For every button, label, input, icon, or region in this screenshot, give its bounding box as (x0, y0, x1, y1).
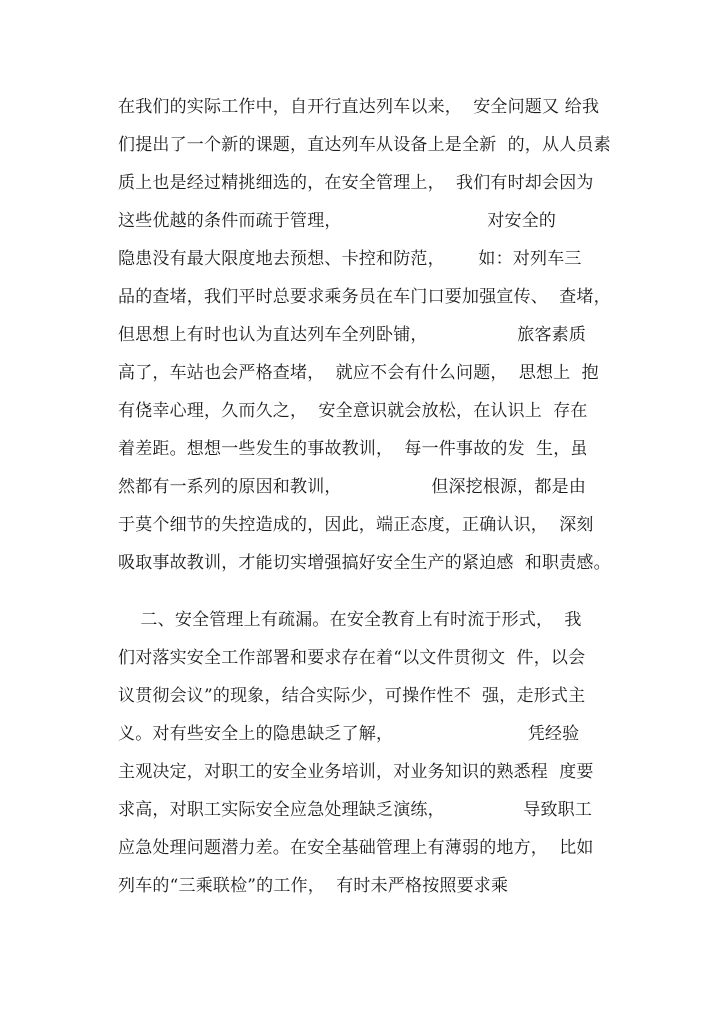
text-line: 二、安全管理上有疏漏。在安全教育上有时流于形式， 我 (118, 610, 582, 630)
text-line: 们对落实安全工作部署和要求存在着“以文件贯彻文 件，以会 (118, 648, 586, 668)
text-line: 品的查堵，我们平时总要求乘务员在车门口要加强宣传、 查堵， (118, 287, 611, 307)
text-line: 们提出了一个新的课题，直达列车从设备上是全新 的，从人员素 (118, 135, 611, 155)
text-line: 在我们的实际工作中，自开行直达列车以来， 安全问题又 给我 (118, 97, 600, 117)
text-line: 列车的“三乘联检”的工作， 有时未严格按照要求乘 (118, 876, 509, 896)
text-line: 质上也是经过精挑细选的，在安全管理上， 我们有时却会因为 (118, 173, 594, 193)
text-line: 于莫个细节的失控造成的，因此，端正态度，正确认识， 深刻 (118, 515, 594, 535)
text-line: 着差距。想想一些发生的事故教训， 每一件事故的发 生，虽 (118, 439, 588, 459)
text-line: 有侥幸心理，久而久之， 安全意识就会放松，在认识上 存在 (118, 401, 588, 421)
text-line: 高了，车站也会严格查堵， 就应不会有什么问题， 思想上 抱 (118, 363, 599, 383)
text-line: 隐患没有最大限度地去预想、卡控和防范， 如：对列车三 (118, 249, 582, 269)
text-line: 主观决定，对职工的安全业务培训，对业务知识的熟悉程 度要 (118, 762, 594, 782)
text-line: 然都有一系列的原因和教训， 但深挖根源，都是由 (118, 477, 587, 497)
text-line: 义。对有些安全上的隐患缺乏了解， 凭经验 (118, 724, 580, 744)
text-line: 吸取事故教训，才能切实增强搞好安全生产的紧迫感 和职责感。 (118, 553, 611, 573)
text-line: 求高，对职工实际安全应急处理缺乏演练， 导致职工 (118, 800, 593, 820)
text-line: 但思想上有时也认为直达列车全列卧铺， 旅客素质 (118, 325, 587, 345)
text-line: 应急处理问题潜力差。在安全基础管理上有薄弱的地方， 比如 (118, 838, 594, 858)
text-line: 议贯彻会议”的现象，结合实际少，可操作性不 强，走形式主 (118, 686, 586, 706)
text-line: 这些优越的条件而疏于管理， 对安全的 (118, 211, 557, 231)
